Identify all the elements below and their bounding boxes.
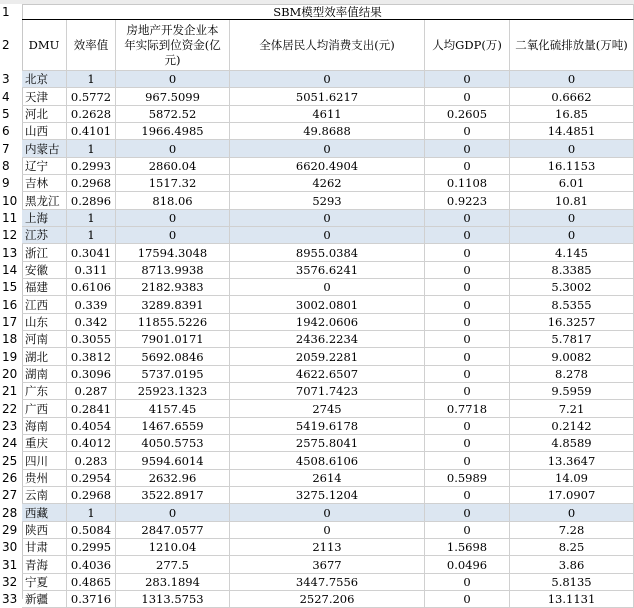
fund-cell: 1313.5753 — [116, 591, 230, 608]
dmu-cell: 广西 — [22, 400, 67, 418]
so2-cell: 8.3385 — [510, 262, 634, 279]
gdp-cell: 0.2605 — [425, 106, 510, 123]
so2-cell: 0.6662 — [510, 88, 634, 106]
fund-cell: 4050.5753 — [116, 435, 230, 452]
row-number: 28 — [2, 506, 18, 520]
dmu-cell: 西藏 — [22, 504, 67, 522]
table-row — [22, 383, 634, 400]
table-row — [22, 435, 634, 452]
consumption-cell: 5051.6217 — [230, 88, 425, 106]
row-number: 27 — [2, 488, 18, 502]
fund-cell: 8713.9938 — [116, 262, 230, 279]
table-row — [22, 279, 634, 296]
gdp-cell: 0 — [425, 452, 510, 470]
table-row — [22, 106, 634, 123]
table-row — [22, 296, 634, 314]
fund-cell: 1467.6559 — [116, 418, 230, 435]
column-header-gdp: 人均GDP(万) — [425, 20, 510, 71]
column-header-so2: 二氧化硫排放量(万吨) — [510, 20, 634, 71]
dmu-cell: 安徽 — [22, 262, 67, 279]
fund-cell: 4157.45 — [116, 400, 230, 418]
consumption-cell: 5293 — [230, 192, 425, 210]
efficiency-cell: 0.3812 — [67, 348, 116, 366]
fund-cell: 5872.52 — [116, 106, 230, 123]
row-number: 5 — [2, 107, 10, 121]
fund-cell: 818.06 — [116, 192, 230, 210]
table-title: SBM模型效率值结果 — [22, 4, 634, 20]
dmu-cell: 吉林 — [22, 175, 67, 192]
efficiency-cell: 0.6106 — [67, 279, 116, 296]
column-header-cons: 全体居民人均消费支出(元) — [230, 20, 425, 71]
column-header-dmu: DMU — [22, 20, 67, 71]
so2-cell: 3.86 — [510, 556, 634, 574]
consumption-cell: 3576.6241 — [230, 262, 425, 279]
fund-cell: 283.1894 — [116, 574, 230, 591]
consumption-cell: 3677 — [230, 556, 425, 574]
efficiency-cell: 0.3055 — [67, 331, 116, 348]
gdp-cell: 0 — [425, 418, 510, 435]
so2-cell: 0 — [510, 227, 634, 244]
row-number: 9 — [2, 176, 10, 190]
dmu-cell: 黑龙江 — [22, 192, 67, 210]
fund-cell: 2182.9383 — [116, 279, 230, 296]
consumption-cell: 0 — [230, 279, 425, 296]
consumption-cell: 0 — [230, 140, 425, 158]
gdp-cell: 0 — [425, 244, 510, 262]
efficiency-cell: 0.3716 — [67, 591, 116, 608]
dmu-cell: 福建 — [22, 279, 67, 296]
consumption-cell: 3002.0801 — [230, 296, 425, 314]
table-row — [22, 210, 634, 227]
efficiency-cell: 1 — [67, 504, 116, 522]
row-number: 26 — [2, 471, 18, 485]
gdp-cell: 0 — [425, 140, 510, 158]
dmu-cell: 贵州 — [22, 470, 67, 487]
so2-cell: 5.8135 — [510, 574, 634, 591]
dmu-cell: 新疆 — [22, 591, 67, 608]
consumption-cell: 0 — [230, 227, 425, 244]
efficiency-cell: 0.2968 — [67, 175, 116, 192]
fund-cell: 5692.0846 — [116, 348, 230, 366]
consumption-cell: 4508.6106 — [230, 452, 425, 470]
efficiency-cell: 0.2954 — [67, 470, 116, 487]
consumption-cell: 2113 — [230, 539, 425, 556]
efficiency-cell: 0.311 — [67, 262, 116, 279]
fund-cell: 1210.04 — [116, 539, 230, 556]
dmu-cell: 山东 — [22, 314, 67, 331]
row-number: 12 — [2, 228, 18, 242]
dmu-cell: 内蒙古 — [22, 140, 67, 158]
so2-cell: 17.0907 — [510, 487, 634, 504]
fund-cell: 2632.96 — [116, 470, 230, 487]
table-row — [22, 522, 634, 539]
table-row — [22, 556, 634, 574]
table-row — [22, 591, 634, 608]
efficiency-cell: 0.4865 — [67, 574, 116, 591]
efficiency-cell: 0.342 — [67, 314, 116, 331]
header-row — [22, 20, 634, 71]
dmu-cell: 浙江 — [22, 244, 67, 262]
row-number: 8 — [2, 159, 10, 173]
so2-cell: 7.28 — [510, 522, 634, 539]
gdp-cell: 0.5989 — [425, 470, 510, 487]
efficiency-cell: 0.2995 — [67, 539, 116, 556]
gdp-cell: 0 — [425, 504, 510, 522]
efficiency-cell: 0.4012 — [67, 435, 116, 452]
so2-cell: 16.3257 — [510, 314, 634, 331]
so2-cell: 16.85 — [510, 106, 634, 123]
dmu-cell: 云南 — [22, 487, 67, 504]
row-number: 1 — [2, 5, 10, 19]
fund-cell: 1517.32 — [116, 175, 230, 192]
dmu-cell: 四川 — [22, 452, 67, 470]
consumption-cell: 0 — [230, 71, 425, 88]
consumption-cell: 4611 — [230, 106, 425, 123]
consumption-cell: 8955.0384 — [230, 244, 425, 262]
consumption-cell: 49.8688 — [230, 123, 425, 140]
fund-cell: 17594.3048 — [116, 244, 230, 262]
gdp-cell: 0 — [425, 123, 510, 140]
so2-cell: 5.7817 — [510, 331, 634, 348]
gdp-cell: 0 — [425, 487, 510, 504]
consumption-cell: 2527.206 — [230, 591, 425, 608]
gdp-cell: 0 — [425, 591, 510, 608]
gdp-cell: 0 — [425, 158, 510, 175]
so2-cell: 0 — [510, 71, 634, 88]
dmu-cell: 甘肃 — [22, 539, 67, 556]
so2-cell: 9.0082 — [510, 348, 634, 366]
so2-cell: 13.3647 — [510, 452, 634, 470]
efficiency-cell: 0.2841 — [67, 400, 116, 418]
row-number: 4 — [2, 90, 10, 104]
so2-cell: 10.81 — [510, 192, 634, 210]
gdp-cell: 0 — [425, 383, 510, 400]
so2-cell: 5.3002 — [510, 279, 634, 296]
row-number: 22 — [2, 402, 18, 416]
so2-cell: 0.2142 — [510, 418, 634, 435]
row-number: 7 — [2, 142, 10, 156]
so2-cell: 13.1131 — [510, 591, 634, 608]
row-number: 17 — [2, 315, 18, 329]
table-row — [22, 140, 634, 158]
efficiency-cell: 0.287 — [67, 383, 116, 400]
gdp-cell: 0 — [425, 88, 510, 106]
so2-cell: 14.4851 — [510, 123, 634, 140]
fund-cell: 277.5 — [116, 556, 230, 574]
dmu-cell: 重庆 — [22, 435, 67, 452]
row-number: 20 — [2, 367, 18, 381]
consumption-cell: 1942.0606 — [230, 314, 425, 331]
fund-cell: 1966.4985 — [116, 123, 230, 140]
gdp-cell: 0 — [425, 574, 510, 591]
efficiency-cell: 1 — [67, 227, 116, 244]
fund-cell: 3522.8917 — [116, 487, 230, 504]
dmu-cell: 辽宁 — [22, 158, 67, 175]
consumption-cell: 4622.6507 — [230, 366, 425, 383]
so2-cell: 6.01 — [510, 175, 634, 192]
table-row — [22, 487, 634, 504]
efficiency-cell: 0.2896 — [67, 192, 116, 210]
row-number: 25 — [2, 454, 18, 468]
table-row — [22, 192, 634, 210]
so2-cell: 4.145 — [510, 244, 634, 262]
row-number: 33 — [2, 592, 18, 606]
dmu-cell: 江西 — [22, 296, 67, 314]
consumption-cell: 0 — [230, 522, 425, 539]
so2-cell: 14.09 — [510, 470, 634, 487]
row-number: 13 — [2, 246, 18, 260]
dmu-cell: 河南 — [22, 331, 67, 348]
gdp-cell: 0.1108 — [425, 175, 510, 192]
efficiency-cell: 0.3096 — [67, 366, 116, 383]
consumption-cell: 2436.2234 — [230, 331, 425, 348]
efficiency-cell: 0.4054 — [67, 418, 116, 435]
table-row — [22, 314, 634, 331]
row-number: 29 — [2, 523, 18, 537]
table-row — [22, 227, 634, 244]
efficiency-cell: 0.2993 — [67, 158, 116, 175]
dmu-cell: 湖南 — [22, 366, 67, 383]
fund-cell: 0 — [116, 140, 230, 158]
efficiency-cell: 0.4101 — [67, 123, 116, 140]
table-row — [22, 418, 634, 435]
row-number: 19 — [2, 350, 18, 364]
gdp-cell: 0.9223 — [425, 192, 510, 210]
row-number: 23 — [2, 419, 18, 433]
table-row — [22, 123, 634, 140]
table-row — [22, 574, 634, 591]
fund-cell: 7901.0171 — [116, 331, 230, 348]
row-number: 24 — [2, 436, 18, 450]
row-number: 6 — [2, 124, 10, 138]
gdp-cell: 0 — [425, 296, 510, 314]
row-number: 18 — [2, 332, 18, 346]
consumption-cell: 0 — [230, 210, 425, 227]
so2-cell: 16.1153 — [510, 158, 634, 175]
table-row — [22, 71, 634, 88]
efficiency-cell: 0.283 — [67, 452, 116, 470]
gdp-cell: 0 — [425, 262, 510, 279]
dmu-cell: 山西 — [22, 123, 67, 140]
column-header-eff: 效率值 — [67, 20, 116, 71]
so2-cell: 7.21 — [510, 400, 634, 418]
consumption-cell: 2745 — [230, 400, 425, 418]
consumption-cell: 3275.1204 — [230, 487, 425, 504]
dmu-cell: 陕西 — [22, 522, 67, 539]
dmu-cell: 广东 — [22, 383, 67, 400]
row-number: 15 — [2, 280, 18, 294]
fund-cell: 2860.04 — [116, 158, 230, 175]
fund-cell: 0 — [116, 71, 230, 88]
table-row — [22, 88, 634, 106]
efficiency-cell: 1 — [67, 210, 116, 227]
dmu-cell: 宁夏 — [22, 574, 67, 591]
efficiency-cell: 0.5084 — [67, 522, 116, 539]
gdp-cell: 0 — [425, 279, 510, 296]
consumption-cell: 5419.6178 — [230, 418, 425, 435]
so2-cell: 8.25 — [510, 539, 634, 556]
fund-cell: 9594.6014 — [116, 452, 230, 470]
row-number: 11 — [2, 211, 18, 225]
gdp-cell: 0 — [425, 331, 510, 348]
row-number: 32 — [2, 575, 18, 589]
table-row — [22, 366, 634, 383]
fund-cell: 25923.1323 — [116, 383, 230, 400]
dmu-cell: 天津 — [22, 88, 67, 106]
so2-cell: 9.5959 — [510, 383, 634, 400]
table-row — [22, 348, 634, 366]
consumption-cell: 3447.7556 — [230, 574, 425, 591]
gdp-cell: 0 — [425, 366, 510, 383]
table-row — [22, 504, 634, 522]
dmu-cell: 河北 — [22, 106, 67, 123]
table-row — [22, 539, 634, 556]
fund-cell: 3289.8391 — [116, 296, 230, 314]
fund-cell: 0 — [116, 210, 230, 227]
so2-cell: 0 — [510, 210, 634, 227]
table-row — [22, 331, 634, 348]
efficiency-cell: 0.5772 — [67, 88, 116, 106]
table-row — [22, 158, 634, 175]
efficiency-cell: 0.3041 — [67, 244, 116, 262]
gdp-cell: 0 — [425, 210, 510, 227]
fund-cell: 0 — [116, 227, 230, 244]
table-row — [22, 244, 634, 262]
row-number: 2 — [2, 38, 10, 52]
efficiency-cell: 0.339 — [67, 296, 116, 314]
consumption-cell: 7071.7423 — [230, 383, 425, 400]
table-row — [22, 400, 634, 418]
efficiency-cell: 1 — [67, 71, 116, 88]
dmu-cell: 北京 — [22, 71, 67, 88]
consumption-cell: 2614 — [230, 470, 425, 487]
consumption-cell: 2575.8041 — [230, 435, 425, 452]
gdp-cell: 0.0496 — [425, 556, 510, 574]
column-header-fund: 房地产开发企业本年实际到位资金(亿元) — [116, 20, 230, 71]
so2-cell: 8.5355 — [510, 296, 634, 314]
so2-cell: 4.8589 — [510, 435, 634, 452]
gdp-cell: 1.5698 — [425, 539, 510, 556]
so2-cell: 8.278 — [510, 366, 634, 383]
row-number: 16 — [2, 298, 18, 312]
consumption-cell: 2059.2281 — [230, 348, 425, 366]
dmu-cell: 江苏 — [22, 227, 67, 244]
dmu-cell: 湖北 — [22, 348, 67, 366]
gdp-cell: 0.7718 — [425, 400, 510, 418]
fund-cell: 967.5099 — [116, 88, 230, 106]
gdp-cell: 0 — [425, 348, 510, 366]
title-row — [22, 4, 634, 20]
so2-cell: 0 — [510, 140, 634, 158]
dmu-cell: 海南 — [22, 418, 67, 435]
gdp-cell: 0 — [425, 71, 510, 88]
gdp-cell: 0 — [425, 314, 510, 331]
row-number: 21 — [2, 384, 18, 398]
gdp-cell: 0 — [425, 522, 510, 539]
gdp-cell: 0 — [425, 227, 510, 244]
row-number: 31 — [2, 558, 18, 572]
efficiency-cell: 0.2628 — [67, 106, 116, 123]
table-row — [22, 452, 634, 470]
dmu-cell: 上海 — [22, 210, 67, 227]
row-number: 3 — [2, 72, 10, 86]
row-number: 30 — [2, 540, 18, 554]
efficiency-cell: 0.2968 — [67, 487, 116, 504]
efficiency-cell: 0.4036 — [67, 556, 116, 574]
row-number: 14 — [2, 263, 18, 277]
consumption-cell: 6620.4904 — [230, 158, 425, 175]
consumption-cell: 0 — [230, 504, 425, 522]
consumption-cell: 4262 — [230, 175, 425, 192]
efficiency-cell: 1 — [67, 140, 116, 158]
dmu-cell: 青海 — [22, 556, 67, 574]
table-row — [22, 262, 634, 279]
so2-cell: 0 — [510, 504, 634, 522]
table-row — [22, 175, 634, 192]
fund-cell: 5737.0195 — [116, 366, 230, 383]
row-number: 10 — [2, 194, 18, 208]
fund-cell: 2847.0577 — [116, 522, 230, 539]
table-row — [22, 470, 634, 487]
fund-cell: 11855.5226 — [116, 314, 230, 331]
gdp-cell: 0 — [425, 435, 510, 452]
fund-cell: 0 — [116, 504, 230, 522]
